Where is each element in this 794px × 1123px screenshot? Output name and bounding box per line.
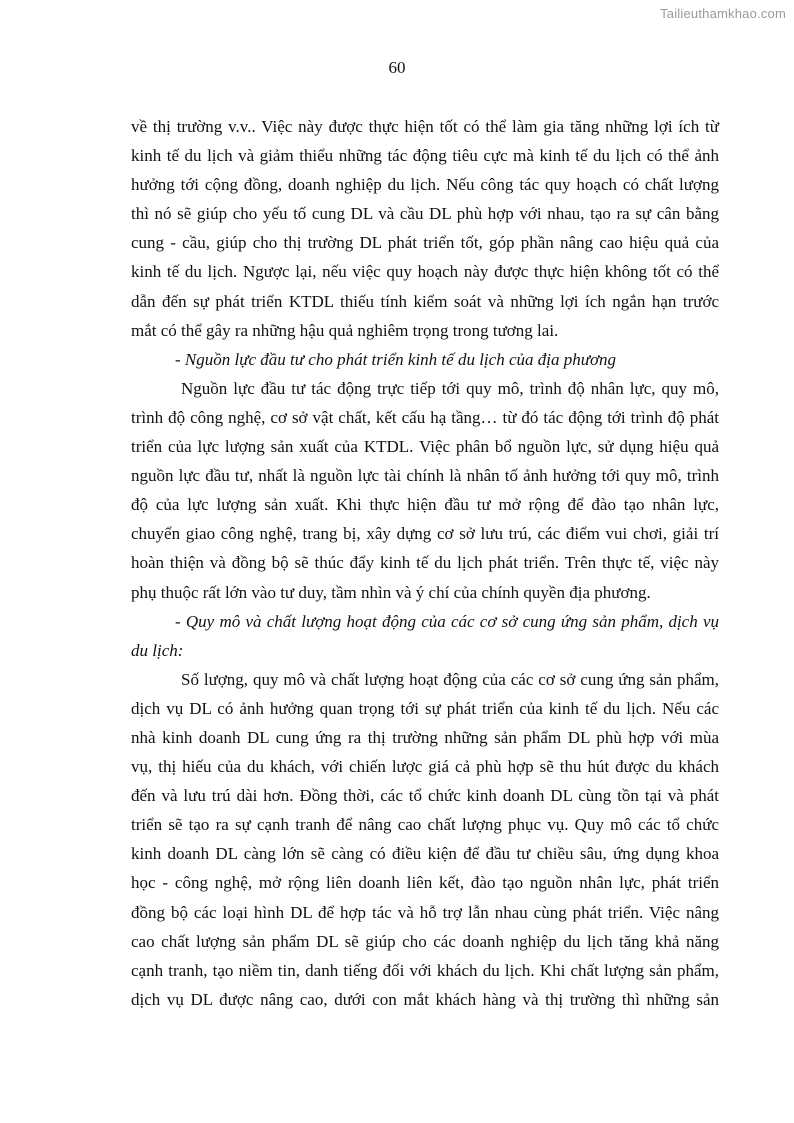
text-line: hưởng tới cộng đồng, doanh nghiệp du lịch. Nếu công tác quy hoạch có chất lượng — [131, 175, 719, 195]
text-line: triển sẽ tạo ra sự cạnh tranh để nâng cao chất lượng phục vụ. Quy mô các tổ chức — [131, 815, 719, 835]
text-line: cạnh tranh, tạo niềm tin, danh tiếng đối với khách du lịch. Khi chất lượng sản phẩm, — [131, 960, 719, 980]
text-line: Số lượng, quy mô và chất lượng hoạt động của các cơ sở cung ứng sản phẩm, — [181, 669, 719, 689]
text-line: phụ thuộc rất lớn vào tư duy, tầm nhìn và ý chí của chính quyền địa phương. — [131, 582, 651, 602]
text-line: về thị trường v.v.. Việc này được thực hiện tốt có thể làm gia tăng những lợi ích từ — [131, 117, 719, 136]
text-line: học - công nghệ, mở rộng liên doanh liên kết, đào tạo nguồn nhân lực, phát triển — [131, 873, 719, 893]
text-line: trình độ công nghệ, cơ sở vật chất, kết cấu hạ tầng… từ đó tác động tới trình độ phát — [131, 407, 719, 427]
text-line: nguồn lực đầu tư, nhất là nguồn lực tài chính là nhân tố ảnh hưởng tới quy mô, trình — [131, 466, 719, 486]
text-line: dịch vụ DL được nâng cao, dưới con mắt khách hàng và thị trường thì những sản — [131, 989, 719, 1009]
section-heading: - Quy mô và chất lượng hoạt động của các cơ sở cung ứng sản phẩm, dịch vụ — [175, 611, 719, 631]
text-line: cao chất lượng sản phẩm DL sẽ giúp cho các doanh nghiệp du lịch tăng khả năng — [131, 931, 719, 951]
text-line: vụ, thị hiếu của du khách, với chiến lược giá cả phù hợp sẽ thu hút được du khách — [131, 757, 719, 777]
text-line: Nguồn lực đầu tư tác động trực tiếp tới quy mô, trình độ nhân lực, quy mô, — [181, 378, 719, 398]
text-line: dẫn đến sự phát triển KTDL thiếu tính kiểm soát và những lợi ích ngắn hạn trước — [131, 291, 719, 311]
text-line: kinh tế du lịch. Ngược lại, nếu việc quy hoạch này được thực hiện không tốt có thể — [131, 262, 719, 282]
text-line: độ của lực lượng sản xuất. Khi thực hiện đầu tư mở rộng để đào tạo nhân lực, — [131, 495, 719, 515]
text-line: đồng bộ các loại hình DL để hợp tác và hỗ trợ lẫn nhau cùng phát triển. Việc nâng — [131, 902, 719, 922]
body-text — [131, 112, 719, 1014]
text-line: thì nó sẽ giúp cho yếu tố cung DL và cầu DL phù hợp với nhau, tạo ra sự cân bằng — [131, 204, 719, 224]
text-line: triển của lực lượng sản xuất của KTDL. Việc phân bổ nguồn lực, sử dụng hiệu quả — [131, 437, 719, 457]
text-line: nhà kinh doanh DL cung ứng ra thị trường những sản phẩm DL phù hợp với mùa — [131, 727, 719, 747]
section-heading: - Nguồn lực đầu tư cho phát triển kinh tế du lịch của địa phương — [175, 349, 617, 369]
watermark: Tailieuthamkhao.com — [660, 6, 786, 21]
text-line: chuyển giao công nghệ, trang bị, xây dựng cơ sở lưu trú, các điểm vui chơi, giải trí — [131, 524, 719, 544]
text-line: mắt có thể gây ra những hậu quả nghiêm trọng trong tương lai. — [131, 320, 559, 340]
text-line: dịch vụ DL có ảnh hưởng quan trọng tới sự phát triển của kinh tế du lịch. Nếu các — [131, 698, 719, 718]
text-line: hoàn thiện và đồng bộ sẽ thúc đẩy kinh tế du lịch phát triển. Trên thực tế, việc này — [131, 553, 719, 573]
text-line: kinh tế du lịch và giảm thiểu những tác động tiêu cực mà kinh tế du lịch có thể ảnh — [131, 146, 719, 166]
section-heading: du lịch: — [131, 640, 184, 660]
text-line: cung - cầu, giúp cho thị trường DL phát triển tốt, góp phần nâng cao hiệu quả của — [131, 233, 719, 253]
page-number: 60 — [388, 58, 406, 77]
text-line: kinh doanh DL càng lớn sẽ càng có điều kiện để đầu tư chiều sâu, ứng dụng khoa — [131, 844, 719, 864]
text-line: đến và lưu trú dài hơn. Đồng thời, các tổ chức kinh doanh DL cùng tồn tại và phát — [131, 786, 719, 806]
